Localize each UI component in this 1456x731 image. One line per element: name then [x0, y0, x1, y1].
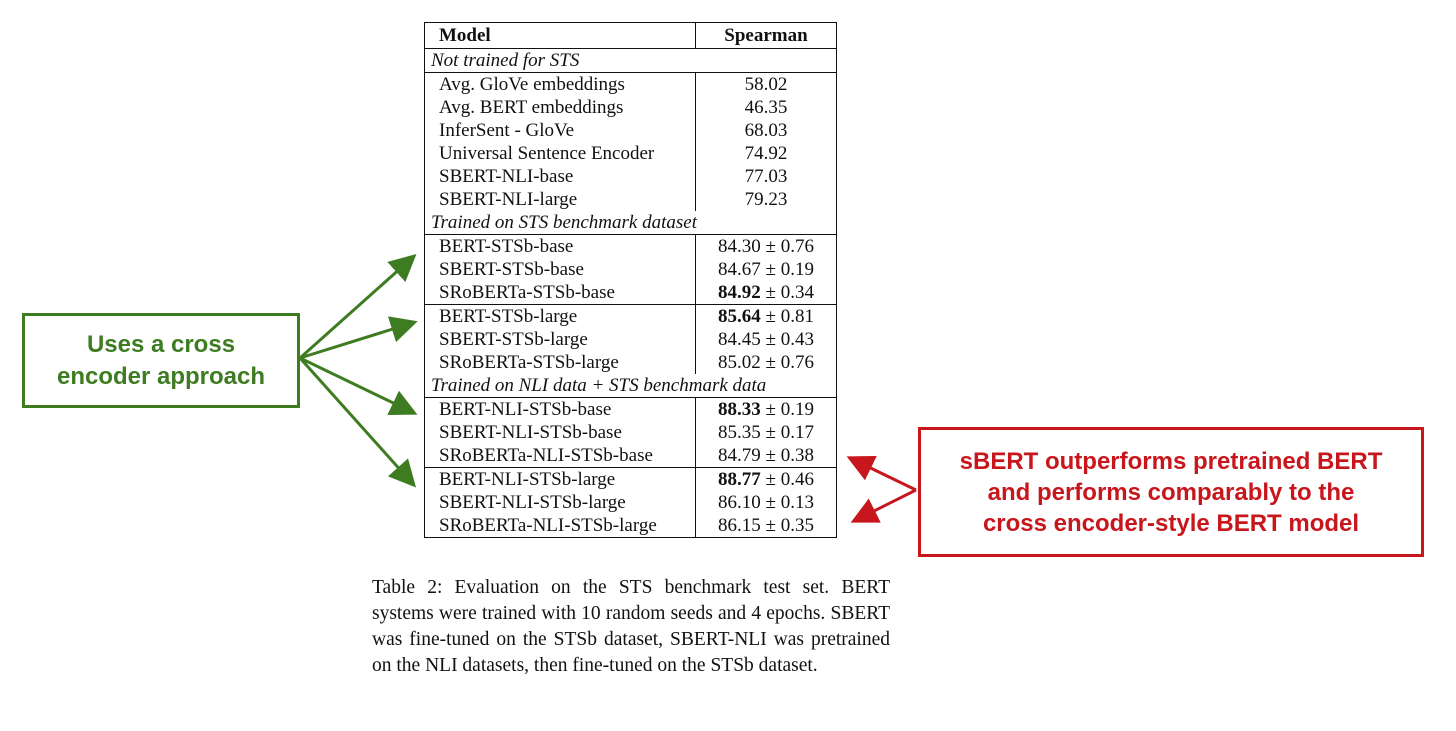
callout-right-line-3: cross encoder-style BERT model [982, 509, 1360, 537]
model-name-cell: BERT-STSb-large [425, 305, 696, 329]
callout-left-line-1: Uses a cross [86, 330, 236, 358]
model-name-cell: SRoBERTa-STSb-large [425, 351, 696, 374]
score-value: 68.03 [744, 120, 788, 141]
best-score-value: 88.33 [718, 399, 761, 420]
score-value: 86.10 ± 0.13 [718, 492, 814, 513]
score-value: ± 0.46 [760, 469, 814, 490]
score-value: 58.02 [744, 74, 788, 95]
arrow-to-sroberta-nli-stsb-base [852, 459, 916, 490]
model-name-cell: Avg. GloVe embeddings [425, 73, 696, 97]
model-name-cell: InferSent - GloVe [425, 119, 696, 142]
model-name-cell: Avg. BERT embeddings [425, 96, 696, 119]
best-score-value: 85.64 [718, 306, 761, 327]
score-value: ± 0.34 [760, 282, 814, 303]
score-value: 84.45 ± 0.43 [718, 329, 814, 350]
score-value: ± 0.81 [760, 306, 814, 327]
best-score-value: 84.92 [718, 282, 761, 303]
section-title: Trained on NLI data + STS benchmark data [425, 374, 837, 398]
model-column-header: Model [425, 23, 696, 49]
callout-left-line-2: encoder approach [56, 362, 266, 390]
model-name-cell: BERT-NLI-STSb-large [425, 468, 696, 492]
arrow-to-sbert-nli-stsb-large [856, 490, 916, 520]
spearman-column-header: Spearman [696, 23, 837, 49]
score-value: 77.03 [744, 166, 788, 187]
score-value: 79.23 [744, 189, 788, 210]
table-caption: Table 2: Evaluation on the STS benchmark test set. BERT systems were trained with 10 random seeds and 4 epochs. SBERT was fine-tuned on the STSb dataset, SBERT-NLI was pretrained on the NLI datasets, then fine-tuned on the STSb dataset. [372, 577, 890, 676]
score-value: 85.02 ± 0.76 [718, 352, 814, 373]
arrow-to-bert-stsb-large [300, 323, 412, 358]
section-title: Not trained for STS [425, 49, 837, 73]
score-value: 84.67 ± 0.19 [718, 259, 814, 280]
score-value: 86.15 ± 0.35 [718, 515, 814, 536]
model-name-cell: SBERT-NLI-STSb-base [425, 421, 696, 444]
callout-right-line-2: and performs comparably to the [987, 478, 1355, 506]
model-name-cell: SBERT-STSb-large [425, 328, 696, 351]
model-name-cell: Universal Sentence Encoder [425, 142, 696, 165]
model-name-cell: SRoBERTa-STSb-base [425, 281, 696, 305]
model-name-cell: SBERT-NLI-large [425, 188, 696, 211]
model-name-cell: SRoBERTa-NLI-STSb-large [425, 514, 696, 538]
arrow-to-bert-nli-stsb-base [300, 358, 412, 412]
score-value: 46.35 [744, 97, 788, 118]
model-name-cell: BERT-STSb-base [425, 235, 696, 259]
model-name-cell: SBERT-NLI-base [425, 165, 696, 188]
model-name-cell: SBERT-STSb-base [425, 258, 696, 281]
arrow-to-bert-stsb-base [300, 258, 412, 358]
score-value: 84.79 ± 0.38 [718, 445, 814, 466]
score-value: ± 0.19 [760, 399, 814, 420]
model-name-cell: SRoBERTa-NLI-STSb-base [425, 444, 696, 468]
score-value: 74.92 [744, 143, 788, 164]
sbert-outperforms-callout [918, 427, 1424, 557]
section-title: Trained on STS benchmark dataset [425, 211, 837, 235]
arrow-to-bert-nli-stsb-large [300, 358, 412, 483]
callout-right-line-1: sBERT outperforms pretrained BERT [959, 447, 1383, 475]
model-name-cell: SBERT-NLI-STSb-large [425, 491, 696, 514]
cross-encoder-callout [22, 313, 300, 408]
model-name-cell: BERT-NLI-STSb-base [425, 398, 696, 422]
best-score-value: 88.77 [718, 469, 761, 490]
score-value: 85.35 ± 0.17 [718, 422, 814, 443]
score-value: 84.30 ± 0.76 [718, 236, 814, 257]
